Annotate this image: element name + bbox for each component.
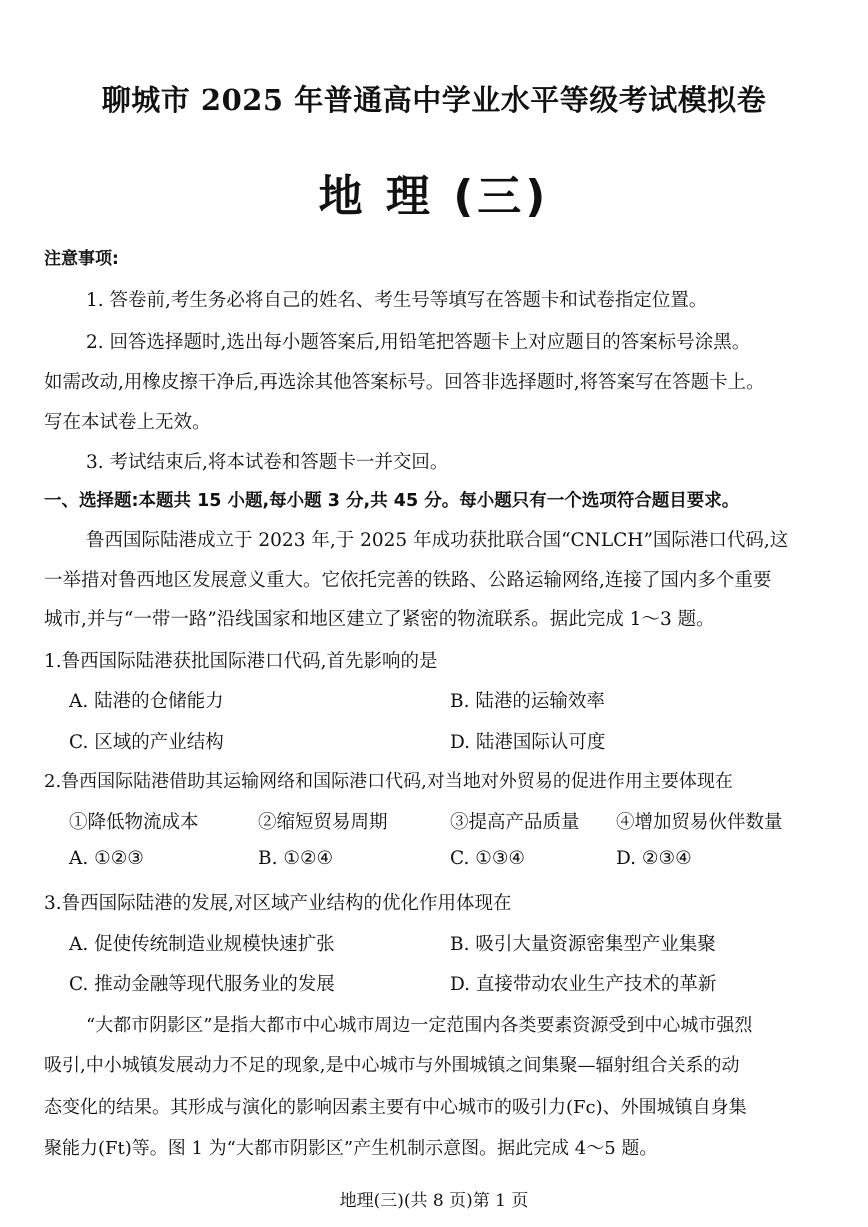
- question-2-item-2: ②缩短贸易周期: [258, 812, 388, 833]
- question-3-option-d[interactable]: D. 直接带动农业生产技术的革新: [450, 974, 717, 995]
- question-2-item-3: ③提高产品质量: [450, 812, 580, 833]
- question-2-option-c[interactable]: C. ①③④: [450, 848, 526, 869]
- passage1-line-3: 城市,并与“一带一路”沿线国家和地区建立了紧密的物流联系。据此完成 1～3 题。: [44, 609, 715, 630]
- notice-item-2-cont2: 写在本试卷上无效。: [44, 412, 211, 433]
- passage1-line-1: 鲁西国际陆港成立于 2023 年,于 2025 年成功获批联合国“CNLCH”国际港口代码,这: [86, 530, 789, 551]
- question-3-option-c[interactable]: C. 推动金融等现代服务业的发展: [69, 974, 335, 995]
- passage2-line-4: 聚能力(Ft)等。图 1 为“大都市阴影区”产生机制示意图。据此完成 4～5 题。: [44, 1138, 658, 1159]
- question-1-option-b[interactable]: B. 陆港的运输效率: [450, 691, 605, 712]
- question-1-stem: 1.鲁西国际陆港获批国际港口代码,首先影响的是: [44, 651, 438, 672]
- question-2-option-b[interactable]: B. ①②④: [258, 848, 334, 869]
- notice-heading: 注意事项:: [44, 249, 119, 269]
- section-heading: 一、选择题:本题共 15 小题,每小题 3 分,共 45 分。每小题只有一个选项符合题目要求。: [44, 491, 740, 511]
- question-3-option-b[interactable]: B. 吸引大量资源密集型产业集聚: [450, 934, 716, 955]
- notice-item-3: 3. 考试结束后,将本试卷和答题卡一并交回。: [86, 452, 449, 473]
- passage2-line-2: 吸引,中小城镇发展动力不足的现象,是中心城市与外围城镇之间集聚—辐射组合关系的动: [44, 1055, 740, 1076]
- question-1-option-c[interactable]: C. 区域的产业结构: [69, 732, 224, 753]
- subject-title: 地 理 (三): [318, 171, 550, 222]
- notice-item-1: 1. 答卷前,考生务必将自己的姓名、考生号等填写在答题卡和试卷指定位置。: [86, 290, 708, 311]
- question-2-option-d[interactable]: D. ②③④: [616, 848, 692, 869]
- question-3-option-a[interactable]: A. 促使传统制造业规模快速扩张: [69, 934, 335, 955]
- question-1-option-a[interactable]: A. 陆港的仓储能力: [69, 691, 224, 712]
- question-2-item-4: ④增加贸易伙伴数量: [616, 812, 783, 833]
- notice-item-2-cont: 如需改动,用橡皮擦干净后,再选涂其他答案标号。回答非选择题时,将答案写在答题卡上。: [44, 372, 765, 393]
- question-2-stem: 2.鲁西国际陆港借助其运输网络和国际港口代码,对当地对外贸易的促进作用主要体现在: [44, 771, 733, 792]
- page-footer: 地理(三)(共 8 页)第 1 页: [339, 1191, 529, 1211]
- exam-title: 聊城市 2025 年普通高中学业水平等级考试模拟卷: [101, 83, 767, 117]
- question-1-option-d[interactable]: D. 陆港国际认可度: [450, 732, 606, 753]
- question-3-stem: 3.鲁西国际陆港的发展,对区域产业结构的优化作用体现在: [44, 893, 512, 914]
- notice-item-2: 2. 回答选择题时,选出每小题答案后,用铅笔把答题卡上对应题目的答案标号涂黑。: [86, 332, 751, 353]
- question-2-option-a[interactable]: A. ①②③: [69, 848, 144, 869]
- passage2-line-3: 态变化的结果。其形成与演化的影响因素主要有中心城市的吸引力(Fc)、外围城镇自身集: [44, 1097, 747, 1118]
- passage2-line-1: “大都市阴影区”是指大都市中心城市周边一定范围内各类要素资源受到中心城市强烈: [86, 1015, 753, 1036]
- question-2-item-1: ①降低物流成本: [69, 812, 199, 833]
- passage1-line-2: 一举措对鲁西地区发展意义重大。它依托完善的铁路、公路运输网络,连接了国内多个重要: [44, 570, 772, 591]
